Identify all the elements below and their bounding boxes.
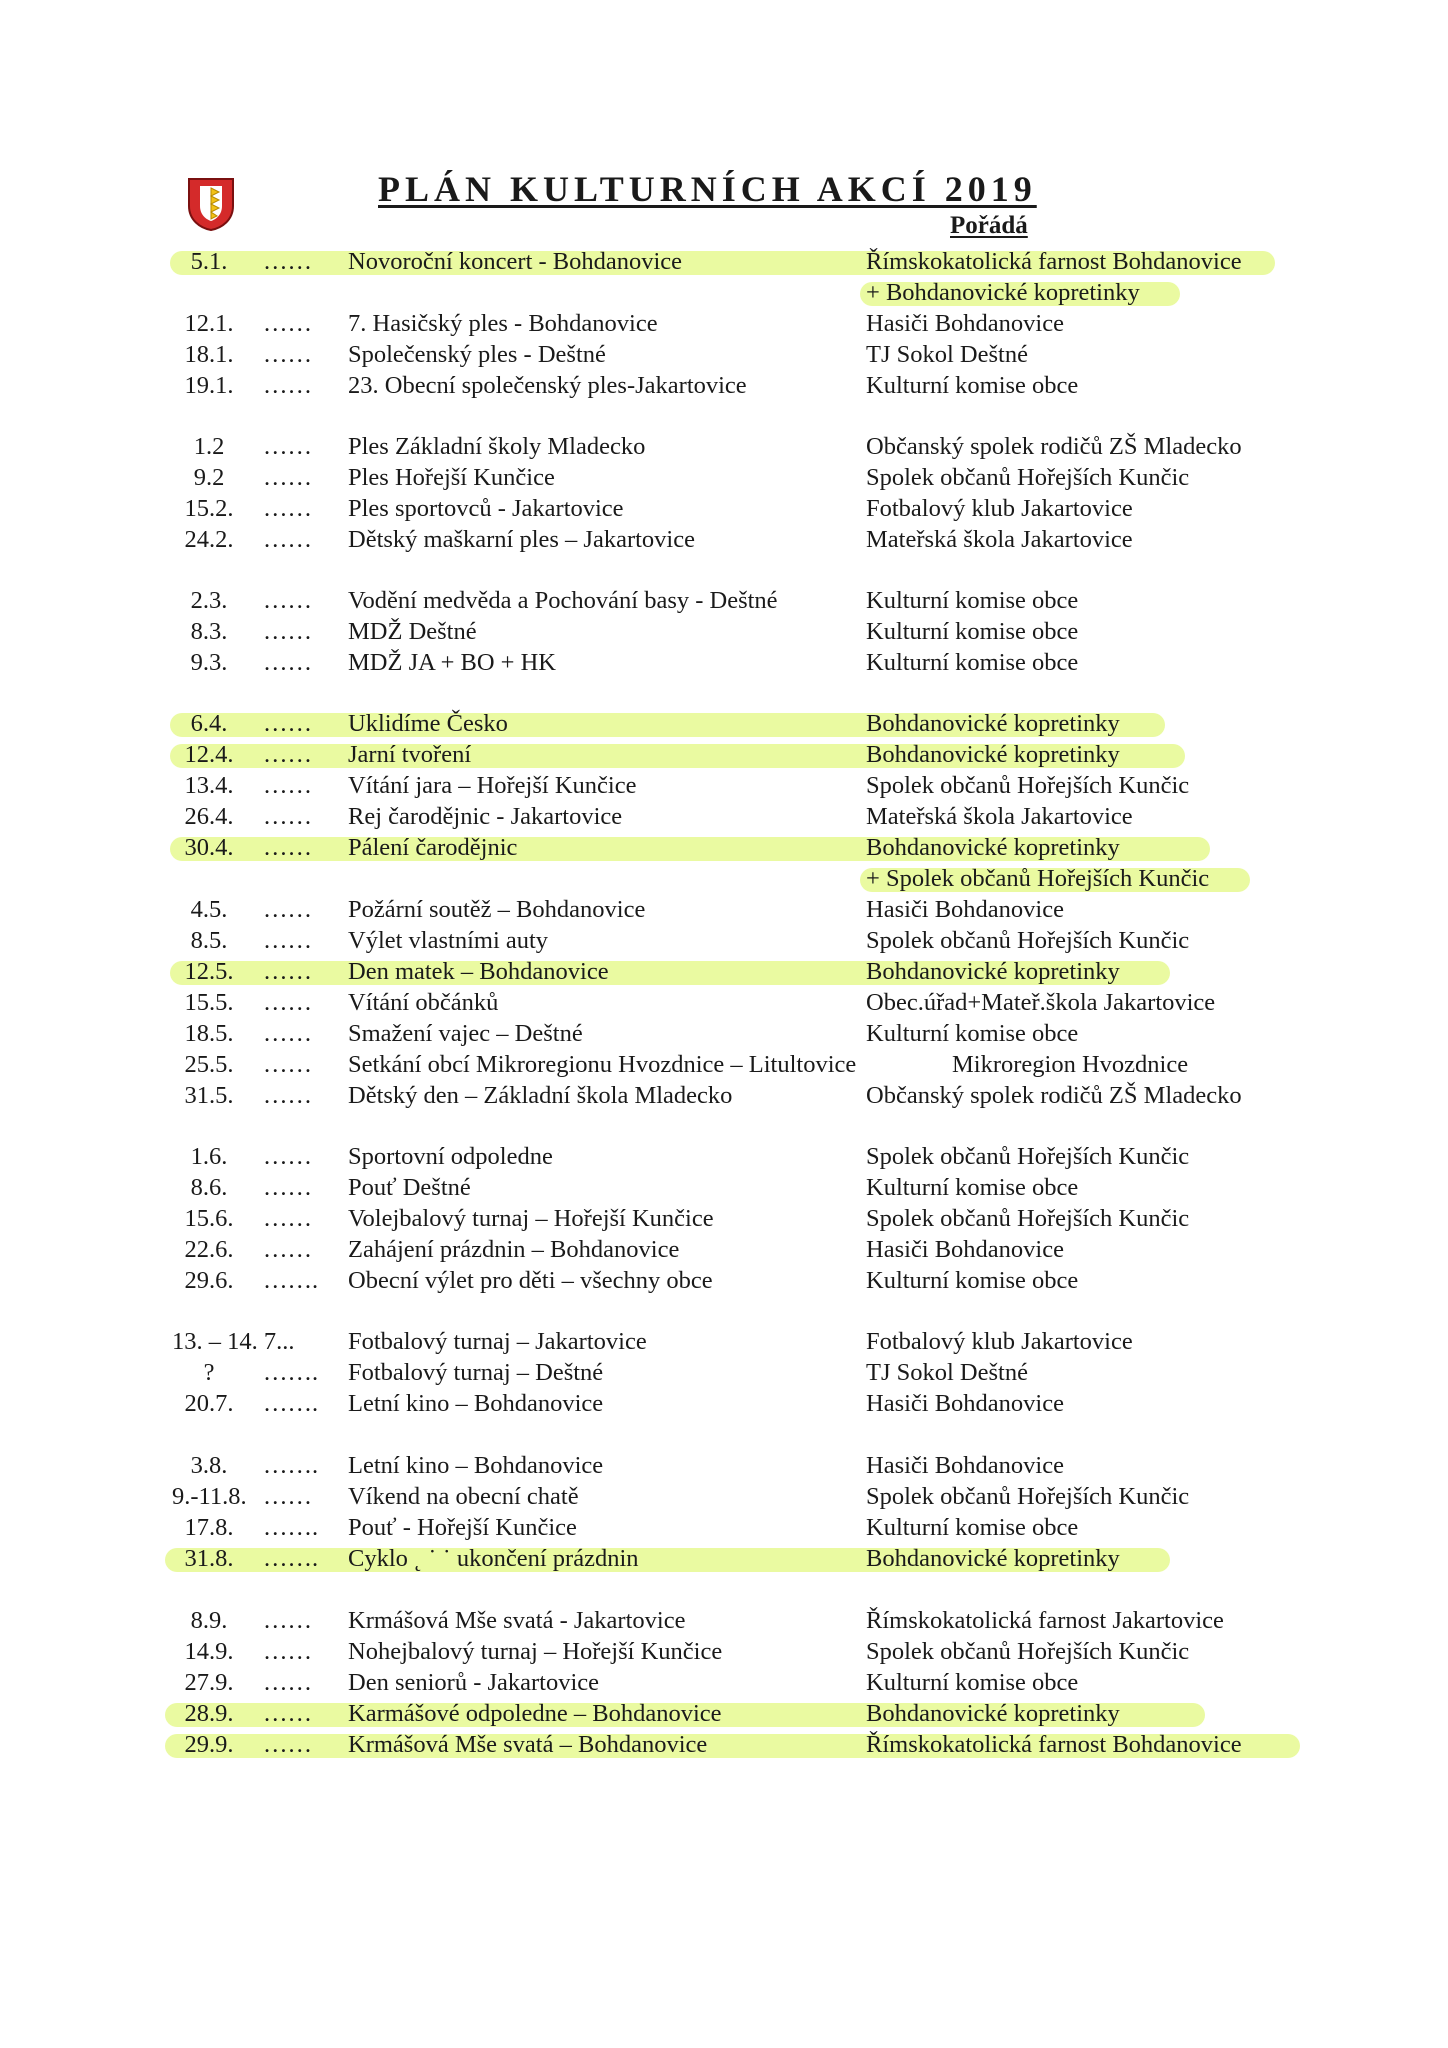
dot-leader: …… — [263, 1638, 312, 1665]
dot-leader: …… — [263, 710, 312, 737]
event-organizer: Občanský spolek rodičů ZŠ Mladecko — [866, 1082, 1242, 1109]
dot-leader: …… — [263, 989, 312, 1016]
dot-leader: …… — [263, 1236, 312, 1263]
event-organizer: Římskokatolická farnost Jakartovice — [866, 1607, 1224, 1634]
dot-leader: …… — [263, 464, 312, 491]
event-name: Ples Hořejší Kunčice — [348, 464, 555, 491]
event-row — [0, 956, 1448, 987]
event-row — [0, 894, 1448, 925]
event-row — [0, 462, 1448, 493]
event-name: Karmášové odpoledne – Bohdanovice — [348, 1700, 722, 1727]
event-date: 12.4. — [184, 741, 234, 768]
event-date: 15.5. — [184, 989, 234, 1016]
event-organizer: Kulturní komise obce — [866, 372, 1079, 399]
event-date: 30.4. — [184, 834, 234, 861]
event-date: 31.5. — [184, 1082, 234, 1109]
event-organizer: Mateřská škola Jakartovice — [866, 803, 1133, 830]
event-organizer: Kulturní komise obce — [866, 649, 1079, 676]
dot-leader: …… — [263, 741, 312, 768]
event-organizer: Spolek občanů Hořejších Kunčic — [866, 927, 1190, 954]
event-date: 9.-11.8. — [172, 1483, 247, 1510]
event-row — [0, 1605, 1448, 1636]
event-organizer: + Spolek občanů Hořejších Kunčic — [866, 865, 1210, 892]
event-date: 8.3. — [190, 618, 228, 645]
event-row — [0, 987, 1448, 1018]
event-row — [0, 1265, 1448, 1296]
event-date: 9.2 — [193, 464, 225, 491]
event-date: 8.5. — [190, 927, 228, 954]
event-date: 19.1. — [184, 372, 234, 399]
event-organizer: Římskokatolická farnost Bohdanovice — [866, 1731, 1242, 1758]
event-row — [0, 1543, 1448, 1574]
event-name: Zahájení prázdnin – Bohdanovice — [348, 1236, 680, 1263]
event-name: Fotbalový turnaj – Deštné — [348, 1359, 604, 1386]
event-date: 3.8. — [190, 1452, 228, 1479]
dot-leader: …… — [263, 834, 312, 861]
event-row — [0, 1512, 1448, 1543]
event-row — [0, 1388, 1448, 1419]
dot-leader: …… — [263, 1051, 312, 1078]
event-date: 12.5. — [184, 958, 234, 985]
event-row — [0, 1450, 1448, 1481]
dot-leader: …… — [263, 1205, 312, 1232]
event-row — [0, 1018, 1448, 1049]
event-row — [0, 1049, 1448, 1080]
event-organizer: Mikroregion Hvozdnice — [952, 1051, 1189, 1078]
organizer-column-header: Pořádá — [950, 212, 1028, 239]
event-name: Vodění medvěda a Pochování basy - Deštné — [348, 587, 778, 614]
event-organizer: Spolek občanů Hořejších Kunčic — [866, 1483, 1190, 1510]
event-organizer: Kulturní komise obce — [866, 587, 1079, 614]
event-name: MDŽ Deštné — [348, 618, 477, 645]
dot-leader: …… — [263, 433, 312, 460]
event-organizer: Hasiči Bohdanovice — [866, 1236, 1064, 1263]
event-row — [0, 1698, 1448, 1729]
event-organizer: Spolek občanů Hořejších Kunčic — [866, 1205, 1190, 1232]
event-name: Letní kino – Bohdanovice — [348, 1452, 604, 1479]
event-name: Ples Základní školy Mladecko — [348, 433, 646, 460]
dot-leader: …… — [263, 1143, 312, 1170]
event-organizer: Mateřská škola Jakartovice — [866, 526, 1133, 553]
event-date: 29.6. — [184, 1267, 234, 1294]
event-name: MDŽ JA + BO + HK — [348, 649, 556, 676]
event-organizer: Bohdanovické kopretinky — [866, 1700, 1120, 1727]
coat-of-arms-icon — [186, 176, 236, 232]
event-name: Letní kino – Bohdanovice — [348, 1390, 604, 1417]
event-organizer: Kulturní komise obce — [866, 1020, 1079, 1047]
event-organizer: Hasiči Bohdanovice — [866, 310, 1064, 337]
event-organizer: Spolek občanů Hořejších Kunčic — [866, 772, 1190, 799]
event-date: 13. – 14. 7... — [172, 1328, 295, 1355]
dot-leader: ……. — [263, 1359, 319, 1386]
event-name: 7. Hasičský ples - Bohdanovice — [348, 310, 658, 337]
event-row — [0, 616, 1448, 647]
event-date: 2.3. — [190, 587, 228, 614]
event-name: Víkend na obecní chatě — [348, 1483, 579, 1510]
event-date: 8.9. — [190, 1607, 228, 1634]
dot-leader: …… — [263, 927, 312, 954]
event-row — [0, 708, 1448, 739]
event-date: 6.4. — [190, 710, 228, 737]
event-organizer: TJ Sokol Deštné — [866, 1359, 1028, 1386]
dot-leader: ……. — [263, 1390, 319, 1417]
event-date: 8.6. — [190, 1174, 228, 1201]
event-name: Výlet vlastními auty — [348, 927, 549, 954]
event-row — [0, 1326, 1448, 1357]
event-name: Uklidíme Česko — [348, 710, 508, 737]
dot-leader: …… — [263, 649, 312, 676]
event-row — [0, 925, 1448, 956]
event-name: Krmášová Mše svatá – Bohdanovice — [348, 1731, 708, 1758]
event-name: Pálení čarodějnic — [348, 834, 518, 861]
event-organizer: Kulturní komise obce — [866, 1514, 1079, 1541]
event-name: Sportovní odpoledne — [348, 1143, 553, 1170]
event-row — [0, 1141, 1448, 1172]
event-name: Cyklo ˛ ˙ ˙ ukončení prázdnin — [348, 1545, 639, 1572]
event-name: Jarní tvoření — [348, 741, 472, 768]
event-name: Nohejbalový turnaj – Hořejší Kunčice — [348, 1638, 723, 1665]
event-organizer: Bohdanovické kopretinky — [866, 741, 1120, 768]
event-name: Společenský ples - Deštné — [348, 341, 606, 368]
event-date: 29.9. — [184, 1731, 234, 1758]
event-date: ? — [203, 1359, 215, 1386]
event-row — [0, 1357, 1448, 1388]
event-name: Vítání jara – Hořejší Kunčice — [348, 772, 637, 799]
event-name: Novoroční koncert - Bohdanovice — [348, 248, 683, 275]
event-date: 17.8. — [184, 1514, 234, 1541]
event-date: 18.1. — [184, 341, 234, 368]
event-organizer: Spolek občanů Hořejších Kunčic — [866, 1638, 1190, 1665]
dot-leader: …… — [263, 495, 312, 522]
event-name: Volejbalový turnaj – Hořejší Kunčice — [348, 1205, 714, 1232]
event-name: Rej čarodějnic - Jakartovice — [348, 803, 623, 830]
event-name: Krmášová Mše svatá - Jakartovice — [348, 1607, 686, 1634]
event-organizer: Fotbalový klub Jakartovice — [866, 1328, 1133, 1355]
event-date: 27.9. — [184, 1669, 234, 1696]
event-organizer: TJ Sokol Deštné — [866, 341, 1028, 368]
event-row — [0, 832, 1448, 863]
event-row — [0, 493, 1448, 524]
dot-leader: …… — [263, 1731, 312, 1758]
event-date: 31.8. — [184, 1545, 234, 1572]
dot-leader: …… — [263, 1082, 312, 1109]
event-organizer: Hasiči Bohdanovice — [866, 896, 1064, 923]
dot-leader: …… — [263, 587, 312, 614]
dot-leader: …… — [263, 1607, 312, 1634]
event-organizer: Bohdanovické kopretinky — [866, 958, 1120, 985]
event-organizer: Kulturní komise obce — [866, 1174, 1079, 1201]
event-row — [0, 1729, 1448, 1760]
event-organizer: + Bohdanovické kopretinky — [866, 279, 1140, 306]
event-row — [0, 801, 1448, 832]
page-title: PLÁN KULTURNÍCH AKCÍ 2019 — [378, 169, 1037, 209]
event-date: 24.2. — [184, 526, 234, 553]
dot-leader: …… — [263, 772, 312, 799]
event-row — [0, 1234, 1448, 1265]
dot-leader: …… — [263, 618, 312, 645]
event-date: 4.5. — [190, 896, 228, 923]
event-date: 15.2. — [184, 495, 234, 522]
dot-leader: ……. — [263, 1514, 319, 1541]
event-date: 1.2 — [193, 433, 225, 460]
dot-leader: …… — [263, 803, 312, 830]
event-date: 13.4. — [184, 772, 234, 799]
event-date: 9.3. — [190, 649, 228, 676]
event-row — [0, 1203, 1448, 1234]
event-organizer: Římskokatolická farnost Bohdanovice — [866, 248, 1242, 275]
event-row — [0, 308, 1448, 339]
event-row — [0, 770, 1448, 801]
event-name: Vítání občánků — [348, 989, 499, 1016]
event-row — [0, 277, 1448, 308]
dot-leader: …… — [263, 896, 312, 923]
event-date: 20.7. — [184, 1390, 234, 1417]
event-date: 26.4. — [184, 803, 234, 830]
event-organizer: Spolek občanů Hořejších Kunčic — [866, 1143, 1190, 1170]
event-date: 28.9. — [184, 1700, 234, 1727]
dot-leader: …… — [263, 372, 312, 399]
event-date: 18.5. — [184, 1020, 234, 1047]
event-organizer: Občanský spolek rodičů ZŠ Mladecko — [866, 433, 1242, 460]
dot-leader: …… — [263, 958, 312, 985]
event-row — [0, 1636, 1448, 1667]
event-name: Požární soutěž – Bohdanovice — [348, 896, 646, 923]
event-organizer: Kulturní komise obce — [866, 618, 1079, 645]
dot-leader: …… — [263, 248, 312, 275]
event-name: Den matek – Bohdanovice — [348, 958, 609, 985]
event-row — [0, 1080, 1448, 1111]
event-row — [0, 585, 1448, 616]
event-name: 23. Obecní společenský ples-Jakartovice — [348, 372, 747, 399]
event-organizer: Hasiči Bohdanovice — [866, 1452, 1064, 1479]
event-organizer: Spolek občanů Hořejších Kunčic — [866, 464, 1190, 491]
event-name: Ples sportovců - Jakartovice — [348, 495, 624, 522]
event-name: Setkání obcí Mikroregionu Hvozdnice – Litultovice — [348, 1051, 857, 1078]
event-date: 14.9. — [184, 1638, 234, 1665]
dot-leader: …… — [263, 1020, 312, 1047]
event-date: 5.1. — [190, 248, 228, 275]
dot-leader: …… — [263, 526, 312, 553]
event-date: 1.6. — [190, 1143, 228, 1170]
event-row — [0, 1667, 1448, 1698]
dot-leader: …… — [263, 1483, 312, 1510]
event-row — [0, 1481, 1448, 1512]
event-organizer: Obec.úřad+Mateř.škola Jakartovice — [866, 989, 1216, 1016]
event-name: Pouť Deštné — [348, 1174, 471, 1201]
event-date: 25.5. — [184, 1051, 234, 1078]
event-name: Fotbalový turnaj – Jakartovice — [348, 1328, 647, 1355]
dot-leader: ……. — [263, 1452, 319, 1479]
event-row — [0, 431, 1448, 462]
event-date: 12.1. — [184, 310, 234, 337]
event-name: Pouť - Hořejší Kunčice — [348, 1514, 577, 1541]
event-row — [0, 1172, 1448, 1203]
event-row — [0, 370, 1448, 401]
event-date: 15.6. — [184, 1205, 234, 1232]
dot-leader: …… — [263, 1174, 312, 1201]
event-name: Dětský den – Základní škola Mladecko — [348, 1082, 733, 1109]
event-organizer: Kulturní komise obce — [866, 1267, 1079, 1294]
event-organizer: Fotbalový klub Jakartovice — [866, 495, 1133, 522]
dot-leader: …… — [263, 1669, 312, 1696]
dot-leader: ……. — [263, 1545, 319, 1572]
event-row — [0, 863, 1448, 894]
event-organizer: Bohdanovické kopretinky — [866, 710, 1120, 737]
event-row — [0, 739, 1448, 770]
dot-leader: …… — [263, 341, 312, 368]
event-row — [0, 339, 1448, 370]
event-organizer: Bohdanovické kopretinky — [866, 1545, 1120, 1572]
event-name: Obecní výlet pro děti – všechny obce — [348, 1267, 713, 1294]
event-organizer: Hasiči Bohdanovice — [866, 1390, 1064, 1417]
event-row — [0, 647, 1448, 678]
event-date: 22.6. — [184, 1236, 234, 1263]
dot-leader: ……. — [263, 1267, 319, 1294]
event-name: Dětský maškarní ples – Jakartovice — [348, 526, 695, 553]
event-name: Smažení vajec – Deštné — [348, 1020, 583, 1047]
event-name: Den seniorů - Jakartovice — [348, 1669, 600, 1696]
event-row — [0, 524, 1448, 555]
dot-leader: …… — [263, 1700, 312, 1727]
event-row — [0, 246, 1448, 277]
dot-leader: …… — [263, 310, 312, 337]
event-organizer: Kulturní komise obce — [866, 1669, 1079, 1696]
event-organizer: Bohdanovické kopretinky — [866, 834, 1120, 861]
